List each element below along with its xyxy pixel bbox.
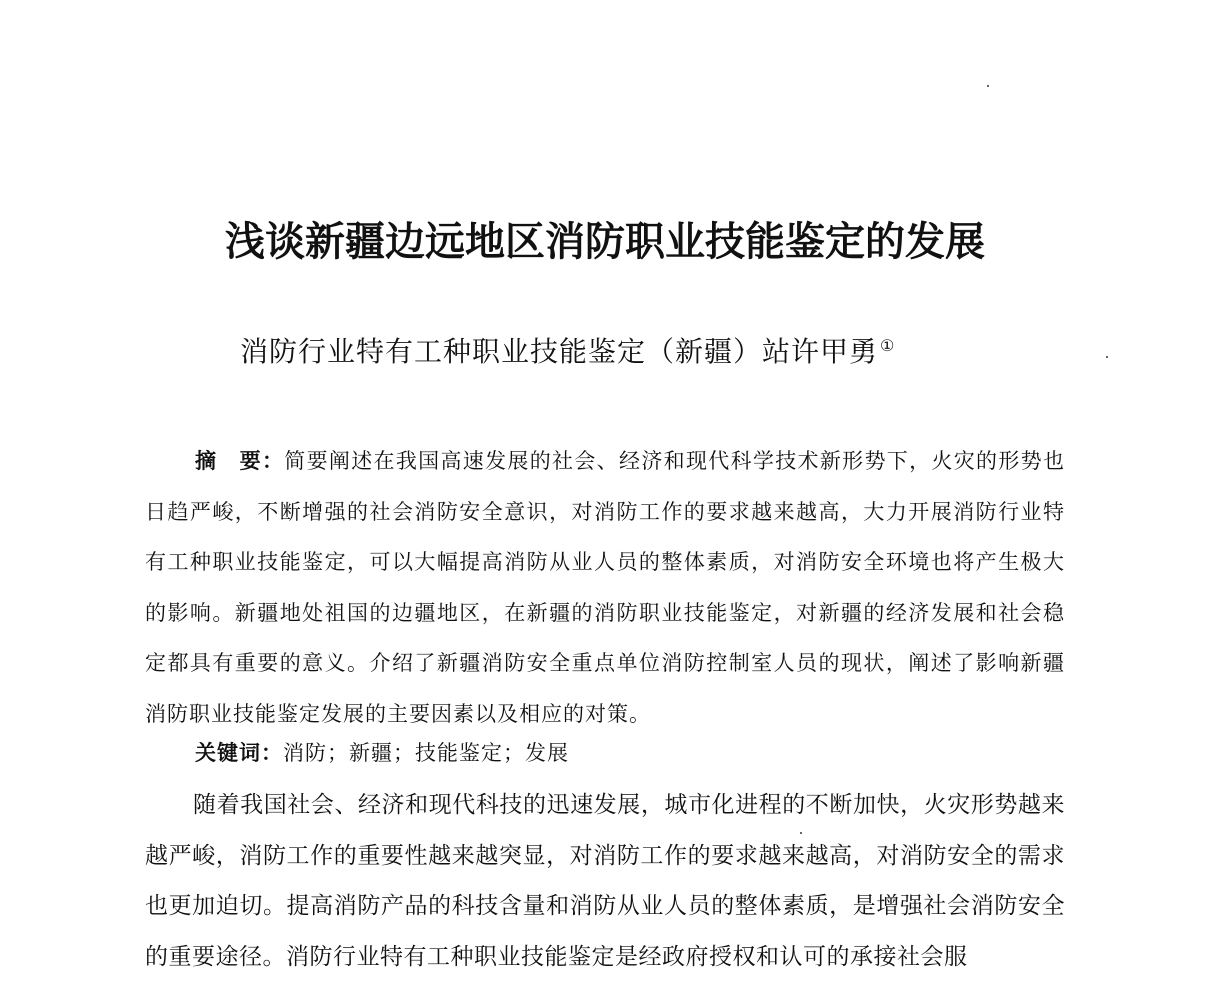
abstract (145, 436, 1065, 739)
abstract-text: 简要阐述在我国高速发展的社会、经济和现代科学技术新形势下，火灾的形势也日趋严峻，不断增强的社会消防安全意识，对消防工作的要求越来越高，大力开展消防行业特有工种职业技能鉴定，可以大幅提高消防从业人员的整体素质，对消防安全环境也将产生极大的影响。新疆地处祖国的边疆地区，在新疆的消防职业技能鉴定，对新疆的经济发展和社会稳定都具有重要的意义。介绍了新疆消防安全重点单位消防控制室人员的现状，阐述了影响新疆消防职业技能鉴定发展的主要因素以及相应的对策。 (145, 449, 1065, 726)
footnote-mark[interactable]: ① (880, 336, 896, 355)
keywords-label: 关键词： (195, 741, 283, 765)
scan-speck (1106, 356, 1108, 358)
abstract-label: 摘 要： (195, 449, 285, 473)
body-paragraph: 随着我国社会、经济和现代科技的迅速发展，城市化进程的不断加快，火灾形势越来越严峻，消防工作的重要性越来越突显，对消防工作的要求越来越高，对消防安全的需求也更加迫切。提高消防产品的科技含量和消防从业人员的整体素质，是增强社会消防安全的重要途径。消防行业特有工种职业技能鉴定是经政府授权和认可的承接社会服 (145, 792, 1065, 970)
scan-speck (987, 85, 989, 87)
keywords-text: 消防；新疆；技能鉴定；发展 (283, 741, 569, 765)
keywords (195, 728, 1075, 778)
paper-title: 浅谈新疆边远地区消防职业技能鉴定的发展 (225, 219, 985, 265)
author-affiliation: 消防行业特有工种职业技能鉴定（新疆）站许甲勇 (240, 335, 879, 368)
author-line (240, 330, 1000, 374)
